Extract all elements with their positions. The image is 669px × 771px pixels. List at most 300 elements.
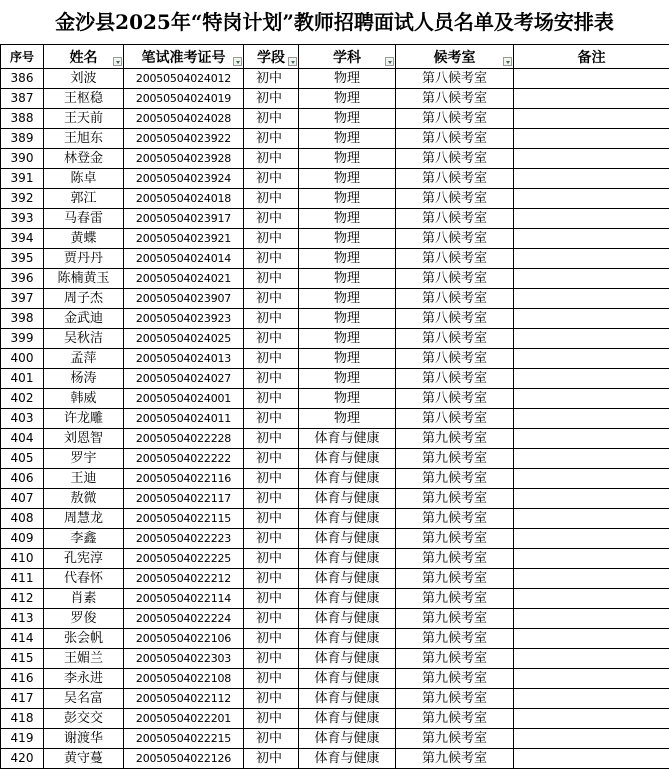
cell-subject[interactable]: 物理 bbox=[299, 129, 396, 149]
cell-id[interactable]: 20050504022117 bbox=[124, 489, 244, 509]
cell-note[interactable] bbox=[514, 569, 669, 589]
cell-name[interactable]: 林登金 bbox=[44, 149, 124, 169]
cell-note[interactable] bbox=[514, 749, 669, 769]
cell-subject[interactable]: 体育与健康 bbox=[299, 689, 396, 709]
cell-name[interactable]: 郭江 bbox=[44, 189, 124, 209]
cell-stage[interactable]: 初中 bbox=[244, 449, 299, 469]
table-row bbox=[1, 689, 669, 709]
table-row bbox=[1, 369, 669, 389]
cell-name[interactable]: 金武迪 bbox=[44, 309, 124, 329]
cell-name[interactable]: 张会帆 bbox=[44, 629, 124, 649]
cell-stage[interactable]: 初中 bbox=[244, 729, 299, 749]
table-row bbox=[1, 109, 669, 129]
cell-subject[interactable]: 体育与健康 bbox=[299, 569, 396, 589]
table-row bbox=[1, 89, 669, 109]
table-row bbox=[1, 749, 669, 769]
cell-name[interactable]: 王枢稳 bbox=[44, 89, 124, 109]
cell-room[interactable]: 第八候考室 bbox=[396, 289, 514, 309]
cell-subject[interactable]: 体育与健康 bbox=[299, 549, 396, 569]
cell-room[interactable]: 第八候考室 bbox=[396, 129, 514, 149]
header-subject bbox=[299, 45, 396, 69]
cell-id[interactable]: 20050504022303 bbox=[124, 649, 244, 669]
table-row bbox=[1, 149, 669, 169]
cell-id[interactable]: 20050504022112 bbox=[124, 689, 244, 709]
cell-name[interactable]: 韩威 bbox=[44, 389, 124, 409]
cell-note[interactable] bbox=[514, 109, 669, 129]
cell-name[interactable]: 陈楠黄玉 bbox=[44, 269, 124, 289]
table-row bbox=[1, 629, 669, 649]
cell-subject[interactable]: 体育与健康 bbox=[299, 489, 396, 509]
cell-id[interactable]: 20050504022228 bbox=[124, 429, 244, 449]
cell-room[interactable]: 第九候考室 bbox=[396, 689, 514, 709]
cell-id[interactable]: 20050504024021 bbox=[124, 269, 244, 289]
table-row bbox=[1, 529, 669, 549]
table-row bbox=[1, 509, 669, 529]
cell-stage[interactable]: 初中 bbox=[244, 649, 299, 669]
cell-name[interactable]: 李鑫 bbox=[44, 529, 124, 549]
cell-name[interactable]: 刘恩智 bbox=[44, 429, 124, 449]
cell-room[interactable]: 第九候考室 bbox=[396, 469, 514, 489]
cell-note[interactable] bbox=[514, 89, 669, 109]
cell-room[interactable]: 第八候考室 bbox=[396, 89, 514, 109]
cell-name[interactable]: 周慧龙 bbox=[44, 509, 124, 529]
cell-room[interactable]: 第九候考室 bbox=[396, 529, 514, 549]
cell-subject[interactable]: 体育与健康 bbox=[299, 629, 396, 649]
cell-no[interactable]: 397 bbox=[1, 289, 44, 309]
table-row bbox=[1, 329, 669, 349]
cell-name[interactable]: 代春怀 bbox=[44, 569, 124, 589]
cell-no[interactable]: 419 bbox=[1, 729, 44, 749]
cell-subject[interactable]: 物理 bbox=[299, 209, 396, 229]
table-row bbox=[1, 349, 669, 369]
cell-id[interactable]: 20050504022115 bbox=[124, 509, 244, 529]
cell-stage[interactable]: 初中 bbox=[244, 609, 299, 629]
cell-note[interactable] bbox=[514, 529, 669, 549]
cell-no[interactable]: 414 bbox=[1, 629, 44, 649]
cell-id[interactable]: 20050504022126 bbox=[124, 749, 244, 769]
cell-no[interactable]: 401 bbox=[1, 369, 44, 389]
cell-stage[interactable]: 初中 bbox=[244, 549, 299, 569]
cell-name[interactable]: 孟萍 bbox=[44, 349, 124, 369]
cell-note[interactable] bbox=[514, 169, 669, 189]
cell-name[interactable]: 孔宪淳 bbox=[44, 549, 124, 569]
cell-subject[interactable]: 体育与健康 bbox=[299, 669, 396, 689]
cell-note[interactable] bbox=[514, 549, 669, 569]
cell-room[interactable]: 第九候考室 bbox=[396, 749, 514, 769]
cell-id[interactable]: 20050504024027 bbox=[124, 369, 244, 389]
table-row bbox=[1, 709, 669, 729]
cell-no[interactable]: 386 bbox=[1, 69, 44, 89]
header-no-label: 序号 bbox=[9, 50, 34, 64]
cell-room[interactable]: 第八候考室 bbox=[396, 369, 514, 389]
cell-name[interactable]: 罗俊 bbox=[44, 609, 124, 629]
cell-stage[interactable]: 初中 bbox=[244, 509, 299, 529]
table-row bbox=[1, 129, 669, 149]
cell-subject[interactable]: 体育与健康 bbox=[299, 509, 396, 529]
cell-no[interactable]: 407 bbox=[1, 489, 44, 509]
cell-note[interactable] bbox=[514, 669, 669, 689]
cell-subject[interactable]: 物理 bbox=[299, 169, 396, 189]
cell-note[interactable] bbox=[514, 469, 669, 489]
id-filter-dropdown-icon[interactable] bbox=[233, 57, 242, 66]
cell-note[interactable] bbox=[514, 709, 669, 729]
name-filter-dropdown-icon[interactable] bbox=[113, 57, 122, 66]
table-row bbox=[1, 569, 669, 589]
table-row bbox=[1, 229, 669, 249]
cell-subject[interactable]: 体育与健康 bbox=[299, 529, 396, 549]
cell-subject[interactable]: 物理 bbox=[299, 249, 396, 269]
cell-no[interactable]: 418 bbox=[1, 709, 44, 729]
cell-note[interactable] bbox=[514, 229, 669, 249]
cell-stage[interactable]: 初中 bbox=[244, 269, 299, 289]
cell-stage[interactable]: 初中 bbox=[244, 89, 299, 109]
cell-name[interactable]: 杨涛 bbox=[44, 369, 124, 389]
cell-room[interactable]: 第九候考室 bbox=[396, 609, 514, 629]
cell-no[interactable]: 405 bbox=[1, 449, 44, 469]
cell-no[interactable]: 400 bbox=[1, 349, 44, 369]
cell-no[interactable]: 415 bbox=[1, 649, 44, 669]
cell-note[interactable] bbox=[514, 349, 669, 369]
cell-id[interactable]: 20050504024025 bbox=[124, 329, 244, 349]
cell-name[interactable]: 敖微 bbox=[44, 489, 124, 509]
cell-name[interactable]: 王迪 bbox=[44, 469, 124, 489]
cell-note[interactable] bbox=[514, 409, 669, 429]
cell-note[interactable] bbox=[514, 269, 669, 289]
header-id bbox=[124, 45, 244, 69]
cell-no[interactable]: 391 bbox=[1, 169, 44, 189]
cell-room[interactable]: 第八候考室 bbox=[396, 189, 514, 209]
cell-id[interactable]: 20050504023923 bbox=[124, 309, 244, 329]
cell-id[interactable]: 20050504024018 bbox=[124, 189, 244, 209]
table-row bbox=[1, 289, 669, 309]
cell-id[interactable]: 20050504022114 bbox=[124, 589, 244, 609]
cell-id[interactable]: 20050504024028 bbox=[124, 109, 244, 129]
cell-subject[interactable]: 物理 bbox=[299, 109, 396, 129]
cell-room[interactable]: 第九候考室 bbox=[396, 569, 514, 589]
cell-name[interactable]: 王旭东 bbox=[44, 129, 124, 149]
cell-note[interactable] bbox=[514, 649, 669, 669]
cell-id[interactable]: 20050504022108 bbox=[124, 669, 244, 689]
cell-no[interactable]: 406 bbox=[1, 469, 44, 489]
cell-stage[interactable]: 初中 bbox=[244, 289, 299, 309]
cell-note[interactable] bbox=[514, 429, 669, 449]
cell-stage[interactable]: 初中 bbox=[244, 489, 299, 509]
header-note bbox=[514, 45, 669, 69]
cell-subject[interactable]: 物理 bbox=[299, 289, 396, 309]
cell-id[interactable]: 20050504024014 bbox=[124, 249, 244, 269]
cell-subject[interactable]: 体育与健康 bbox=[299, 609, 396, 629]
cell-stage[interactable]: 初中 bbox=[244, 349, 299, 369]
cell-name[interactable]: 贾丹丹 bbox=[44, 249, 124, 269]
cell-name[interactable]: 李永进 bbox=[44, 669, 124, 689]
cell-no[interactable]: 394 bbox=[1, 229, 44, 249]
cell-room[interactable]: 第九候考室 bbox=[396, 429, 514, 449]
cell-subject[interactable]: 体育与健康 bbox=[299, 469, 396, 489]
cell-room[interactable]: 第八候考室 bbox=[396, 349, 514, 369]
cell-name[interactable]: 谢渡华 bbox=[44, 729, 124, 749]
cell-stage[interactable]: 初中 bbox=[244, 109, 299, 129]
cell-room[interactable]: 第八候考室 bbox=[396, 209, 514, 229]
cell-stage[interactable]: 初中 bbox=[244, 469, 299, 489]
cell-stage[interactable]: 初中 bbox=[244, 189, 299, 209]
cell-id[interactable]: 20050504024011 bbox=[124, 409, 244, 429]
cell-id[interactable]: 20050504022212 bbox=[124, 569, 244, 589]
header-no bbox=[1, 45, 44, 69]
table-row bbox=[1, 209, 669, 229]
cell-stage[interactable]: 初中 bbox=[244, 629, 299, 649]
cell-subject[interactable]: 物理 bbox=[299, 349, 396, 369]
cell-id[interactable]: 20050504024001 bbox=[124, 389, 244, 409]
cell-stage[interactable]: 初中 bbox=[244, 169, 299, 189]
cell-no[interactable]: 417 bbox=[1, 689, 44, 709]
table-row bbox=[1, 169, 669, 189]
cell-room[interactable]: 第九候考室 bbox=[396, 489, 514, 509]
stage-filter-dropdown-icon[interactable] bbox=[288, 57, 297, 66]
cell-stage[interactable]: 初中 bbox=[244, 369, 299, 389]
cell-room[interactable]: 第九候考室 bbox=[396, 649, 514, 669]
cell-subject[interactable]: 物理 bbox=[299, 309, 396, 329]
cell-name[interactable]: 吴秋洁 bbox=[44, 329, 124, 349]
cell-id[interactable]: 20050504023907 bbox=[124, 289, 244, 309]
cell-stage[interactable]: 初中 bbox=[244, 589, 299, 609]
cell-id[interactable]: 20050504022201 bbox=[124, 709, 244, 729]
cell-stage[interactable]: 初中 bbox=[244, 749, 299, 769]
table-row bbox=[1, 249, 669, 269]
cell-id[interactable]: 20050504022225 bbox=[124, 549, 244, 569]
cell-subject[interactable]: 物理 bbox=[299, 149, 396, 169]
cell-room[interactable]: 第九候考室 bbox=[396, 549, 514, 569]
cell-stage[interactable]: 初中 bbox=[244, 209, 299, 229]
room-filter-dropdown-icon[interactable] bbox=[503, 57, 512, 66]
cell-note[interactable] bbox=[514, 729, 669, 749]
cell-no[interactable]: 390 bbox=[1, 149, 44, 169]
cell-room[interactable]: 第九候考室 bbox=[396, 729, 514, 749]
cell-room[interactable]: 第八候考室 bbox=[396, 409, 514, 429]
cell-id[interactable]: 20050504023917 bbox=[124, 209, 244, 229]
table-row bbox=[1, 189, 669, 209]
cell-name[interactable]: 彭交交 bbox=[44, 709, 124, 729]
cell-no[interactable]: 408 bbox=[1, 509, 44, 529]
cell-note[interactable] bbox=[514, 609, 669, 629]
cell-room[interactable]: 第八候考室 bbox=[396, 249, 514, 269]
table-row bbox=[1, 409, 669, 429]
cell-subject[interactable]: 体育与健康 bbox=[299, 649, 396, 669]
cell-stage[interactable]: 初中 bbox=[244, 329, 299, 349]
cell-note[interactable] bbox=[514, 189, 669, 209]
cell-stage[interactable]: 初中 bbox=[244, 689, 299, 709]
cell-id[interactable]: 20050504022106 bbox=[124, 629, 244, 649]
header-row bbox=[1, 45, 669, 69]
sheet-title: 金沙县2025年“特岗计划”教师招聘面试人员名单及考场安排表 bbox=[55, 10, 614, 34]
cell-room[interactable]: 第八候考室 bbox=[396, 269, 514, 289]
cell-note[interactable] bbox=[514, 149, 669, 169]
cell-subject[interactable]: 体育与健康 bbox=[299, 749, 396, 769]
cell-room[interactable]: 第八候考室 bbox=[396, 69, 514, 89]
cell-no[interactable]: 409 bbox=[1, 529, 44, 549]
subject-filter-dropdown-icon[interactable] bbox=[385, 57, 394, 66]
cell-note[interactable] bbox=[514, 629, 669, 649]
cell-room[interactable]: 第八候考室 bbox=[396, 149, 514, 169]
table-row bbox=[1, 449, 669, 469]
cell-stage[interactable]: 初中 bbox=[244, 529, 299, 549]
cell-id[interactable]: 20050504023922 bbox=[124, 129, 244, 149]
cell-note[interactable] bbox=[514, 309, 669, 329]
cell-no[interactable]: 395 bbox=[1, 249, 44, 269]
header-name-label: 姓名 bbox=[69, 49, 98, 66]
cell-no[interactable]: 420 bbox=[1, 749, 44, 769]
cell-name[interactable]: 王媚兰 bbox=[44, 649, 124, 669]
cell-no[interactable]: 404 bbox=[1, 429, 44, 449]
cell-note[interactable] bbox=[514, 369, 669, 389]
cell-no[interactable]: 411 bbox=[1, 569, 44, 589]
cell-stage[interactable]: 初中 bbox=[244, 69, 299, 89]
cell-name[interactable]: 刘波 bbox=[44, 69, 124, 89]
cell-no[interactable]: 388 bbox=[1, 109, 44, 129]
cell-note[interactable] bbox=[514, 509, 669, 529]
cell-no[interactable]: 402 bbox=[1, 389, 44, 409]
cell-room[interactable]: 第八候考室 bbox=[396, 329, 514, 349]
cell-stage[interactable]: 初中 bbox=[244, 229, 299, 249]
cell-stage[interactable]: 初中 bbox=[244, 389, 299, 409]
cell-note[interactable] bbox=[514, 289, 669, 309]
cell-room[interactable]: 第八候考室 bbox=[396, 309, 514, 329]
cell-note[interactable] bbox=[514, 689, 669, 709]
cell-name[interactable]: 许龙雕 bbox=[44, 409, 124, 429]
cell-room[interactable]: 第九候考室 bbox=[396, 509, 514, 529]
table-row bbox=[1, 649, 669, 669]
cell-subject[interactable]: 体育与健康 bbox=[299, 449, 396, 469]
header-stage bbox=[244, 45, 299, 69]
cell-subject[interactable]: 体育与健康 bbox=[299, 709, 396, 729]
cell-subject[interactable]: 物理 bbox=[299, 389, 396, 409]
header-room bbox=[396, 45, 514, 69]
cell-subject[interactable]: 物理 bbox=[299, 269, 396, 289]
cell-room[interactable]: 第九候考室 bbox=[396, 709, 514, 729]
cell-stage[interactable]: 初中 bbox=[244, 709, 299, 729]
cell-id[interactable]: 20050504022224 bbox=[124, 609, 244, 629]
cell-stage[interactable]: 初中 bbox=[244, 309, 299, 329]
cell-room[interactable]: 第九候考室 bbox=[396, 449, 514, 469]
cell-subject[interactable]: 物理 bbox=[299, 89, 396, 109]
cell-note[interactable] bbox=[514, 129, 669, 149]
cell-note[interactable] bbox=[514, 69, 669, 89]
table-row bbox=[1, 309, 669, 329]
table-row bbox=[1, 489, 669, 509]
cell-note[interactable] bbox=[514, 389, 669, 409]
cell-subject[interactable]: 体育与健康 bbox=[299, 729, 396, 749]
cell-no[interactable]: 410 bbox=[1, 549, 44, 569]
cell-subject[interactable]: 物理 bbox=[299, 369, 396, 389]
cell-note[interactable] bbox=[514, 329, 669, 349]
cell-no[interactable]: 387 bbox=[1, 89, 44, 109]
cell-id[interactable]: 20050504024012 bbox=[124, 69, 244, 89]
cell-note[interactable] bbox=[514, 449, 669, 469]
cell-room[interactable]: 第八候考室 bbox=[396, 169, 514, 189]
cell-subject[interactable]: 物理 bbox=[299, 329, 396, 349]
cell-name[interactable]: 黄蝶 bbox=[44, 229, 124, 249]
cell-name[interactable]: 黄守蔓 bbox=[44, 749, 124, 769]
cell-name[interactable]: 马春雷 bbox=[44, 209, 124, 229]
cell-no[interactable]: 413 bbox=[1, 609, 44, 629]
header-name bbox=[44, 45, 124, 69]
cell-room[interactable]: 第八候考室 bbox=[396, 389, 514, 409]
cell-subject[interactable]: 体育与健康 bbox=[299, 589, 396, 609]
cell-name[interactable]: 肖素 bbox=[44, 589, 124, 609]
cell-subject[interactable]: 物理 bbox=[299, 189, 396, 209]
table-body bbox=[1, 69, 669, 769]
cell-id[interactable]: 20050504024019 bbox=[124, 89, 244, 109]
cell-id[interactable]: 20050504022116 bbox=[124, 469, 244, 489]
table-row bbox=[1, 609, 669, 629]
table-row bbox=[1, 429, 669, 449]
cell-no[interactable]: 412 bbox=[1, 589, 44, 609]
cell-no[interactable]: 396 bbox=[1, 269, 44, 289]
cell-stage[interactable]: 初中 bbox=[244, 669, 299, 689]
cell-no[interactable]: 398 bbox=[1, 309, 44, 329]
cell-note[interactable] bbox=[514, 209, 669, 229]
cell-room[interactable]: 第八候考室 bbox=[396, 109, 514, 129]
cell-name[interactable]: 罗宇 bbox=[44, 449, 124, 469]
cell-stage[interactable]: 初中 bbox=[244, 249, 299, 269]
cell-id[interactable]: 20050504022215 bbox=[124, 729, 244, 749]
cell-id[interactable]: 20050504023928 bbox=[124, 149, 244, 169]
header-subject-label: 学科 bbox=[333, 49, 361, 66]
cell-stage[interactable]: 初中 bbox=[244, 569, 299, 589]
header-stage-label: 学段 bbox=[257, 49, 285, 66]
table-row bbox=[1, 389, 669, 409]
cell-name[interactable]: 周子杰 bbox=[44, 289, 124, 309]
cell-note[interactable] bbox=[514, 249, 669, 269]
table-row bbox=[1, 589, 669, 609]
cell-no[interactable]: 416 bbox=[1, 669, 44, 689]
cell-id[interactable]: 20050504024013 bbox=[124, 349, 244, 369]
table-row bbox=[1, 669, 669, 689]
cell-id[interactable]: 20050504022223 bbox=[124, 529, 244, 549]
cell-subject[interactable]: 体育与健康 bbox=[299, 429, 396, 449]
table-row bbox=[1, 69, 669, 89]
cell-note[interactable] bbox=[514, 589, 669, 609]
cell-stage[interactable]: 初中 bbox=[244, 429, 299, 449]
cell-name[interactable]: 王天前 bbox=[44, 109, 124, 129]
cell-room[interactable]: 第九候考室 bbox=[396, 589, 514, 609]
cell-note[interactable] bbox=[514, 489, 669, 509]
table-row bbox=[1, 269, 669, 289]
cell-no[interactable]: 393 bbox=[1, 209, 44, 229]
cell-stage[interactable]: 初中 bbox=[244, 149, 299, 169]
cell-no[interactable]: 403 bbox=[1, 409, 44, 429]
cell-room[interactable]: 第九候考室 bbox=[396, 629, 514, 649]
table-row bbox=[1, 729, 669, 749]
cell-no[interactable]: 399 bbox=[1, 329, 44, 349]
cell-id[interactable]: 20050504023921 bbox=[124, 229, 244, 249]
header-room-label: 候考室 bbox=[433, 49, 476, 66]
cell-subject[interactable]: 物理 bbox=[299, 69, 396, 89]
cell-stage[interactable]: 初中 bbox=[244, 409, 299, 429]
cell-subject[interactable]: 物理 bbox=[299, 409, 396, 429]
header-note-label: 备注 bbox=[577, 49, 606, 66]
cell-id[interactable]: 20050504023924 bbox=[124, 169, 244, 189]
cell-id[interactable]: 20050504022222 bbox=[124, 449, 244, 469]
cell-name[interactable]: 陈卓 bbox=[44, 169, 124, 189]
candidate-table bbox=[0, 44, 669, 769]
cell-no[interactable]: 392 bbox=[1, 189, 44, 209]
cell-room[interactable]: 第九候考室 bbox=[396, 669, 514, 689]
cell-no[interactable]: 389 bbox=[1, 129, 44, 149]
cell-name[interactable]: 吴名富 bbox=[44, 689, 124, 709]
cell-subject[interactable]: 物理 bbox=[299, 229, 396, 249]
cell-stage[interactable]: 初中 bbox=[244, 129, 299, 149]
cell-room[interactable]: 第八候考室 bbox=[396, 229, 514, 249]
